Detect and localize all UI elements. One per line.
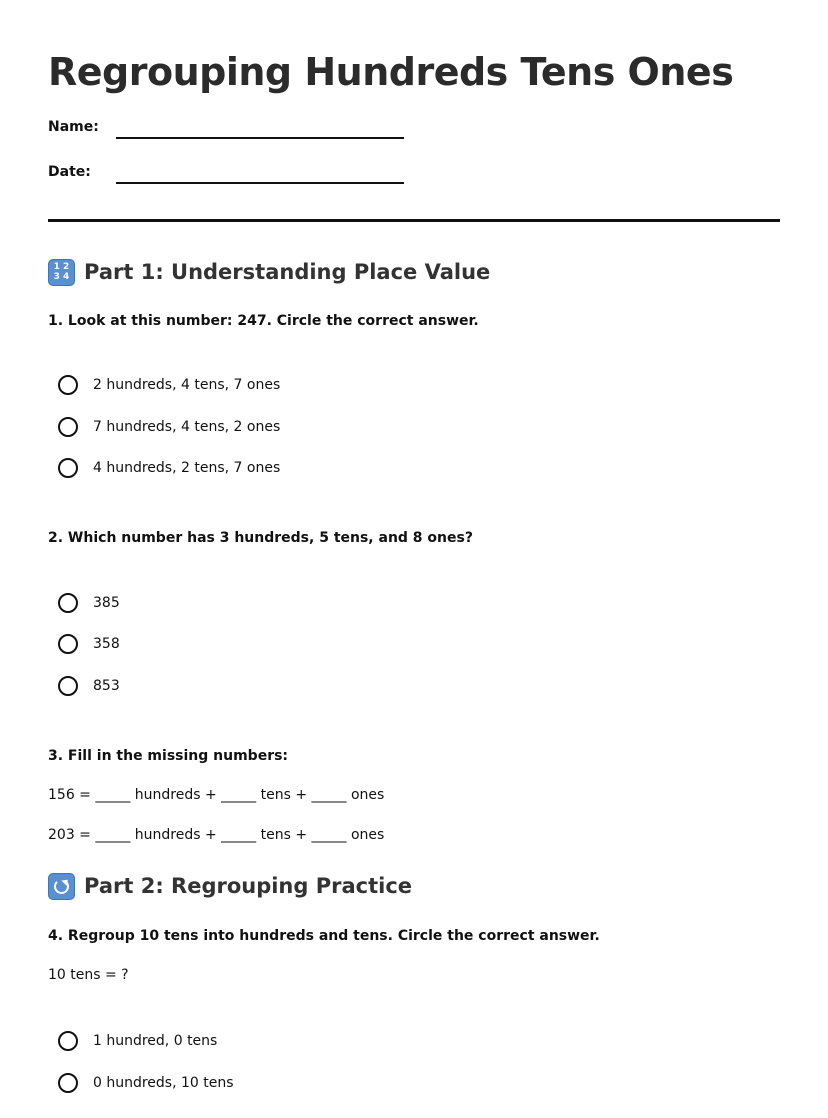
part2-heading-text: Part 2: Regrouping Practice [84, 874, 413, 898]
radio-circle-icon[interactable] [58, 676, 78, 696]
q2-option-1-label: 385 [93, 595, 120, 611]
date-blank-line [116, 182, 404, 184]
name-blank-line [116, 137, 404, 139]
q2-option-3[interactable] [58, 674, 120, 698]
q2-option-2-label: 358 [93, 636, 120, 652]
header-divider [48, 219, 780, 222]
q4-option-2[interactable] [58, 1071, 234, 1095]
q4-option-1[interactable] [58, 1029, 217, 1053]
date-label: Date: [48, 164, 91, 180]
radio-circle-icon[interactable] [58, 1073, 78, 1093]
q3-fill-line-2: 203 = _____ hundreds + _____ tens + _____ ones [48, 827, 385, 843]
q4-option-1-label: 1 hundred, 0 tens [93, 1033, 218, 1049]
q1-option-1[interactable] [58, 373, 280, 397]
radio-circle-icon[interactable] [58, 375, 78, 395]
radio-circle-icon[interactable] [58, 593, 78, 613]
radio-circle-icon[interactable] [58, 634, 78, 654]
q2-option-2[interactable] [58, 632, 120, 656]
q1-option-2[interactable] [58, 415, 280, 439]
question-2-prompt: 2. Which number has 3 hundreds, 5 tens, and 8 ones? [48, 530, 473, 546]
name-field [48, 117, 448, 147]
q2-option-1[interactable] [58, 591, 120, 615]
q4-statement: 10 tens = ? [48, 967, 129, 983]
name-label: Name: [48, 119, 99, 135]
repeat-arrows-icon [48, 873, 75, 900]
q1-option-2-label: 7 hundreds, 4 tens, 2 ones [93, 419, 281, 435]
q1-option-3[interactable] [58, 456, 280, 480]
q2-option-3-label: 853 [93, 678, 120, 694]
radio-circle-icon[interactable] [58, 458, 78, 478]
question-4-prompt: 4. Regroup 10 tens into hundreds and tens. Circle the correct answer. [48, 928, 600, 944]
question-3-prompt: 3. Fill in the missing numbers: [48, 748, 289, 764]
part1-heading [48, 258, 490, 286]
q3-fill-line-1: 156 = _____ hundreds + _____ tens + _____ ones [48, 787, 385, 803]
date-field [48, 162, 448, 192]
radio-circle-icon[interactable] [58, 417, 78, 437]
input-numbers-icon: 1 2 3 4 [48, 259, 75, 286]
part1-heading-text: Part 1: Understanding Place Value [84, 260, 491, 284]
radio-circle-icon[interactable] [58, 1031, 78, 1051]
q1-option-3-label: 4 hundreds, 2 tens, 7 ones [93, 460, 281, 476]
question-1-prompt: 1. Look at this number: 247. Circle the correct answer. [48, 313, 479, 329]
worksheet-title: Regrouping Hundreds Tens Ones [48, 50, 734, 94]
q4-option-2-label: 0 hundreds, 10 tens [93, 1075, 234, 1091]
part2-heading [48, 872, 412, 900]
q1-option-1-label: 2 hundreds, 4 tens, 7 ones [93, 377, 281, 393]
